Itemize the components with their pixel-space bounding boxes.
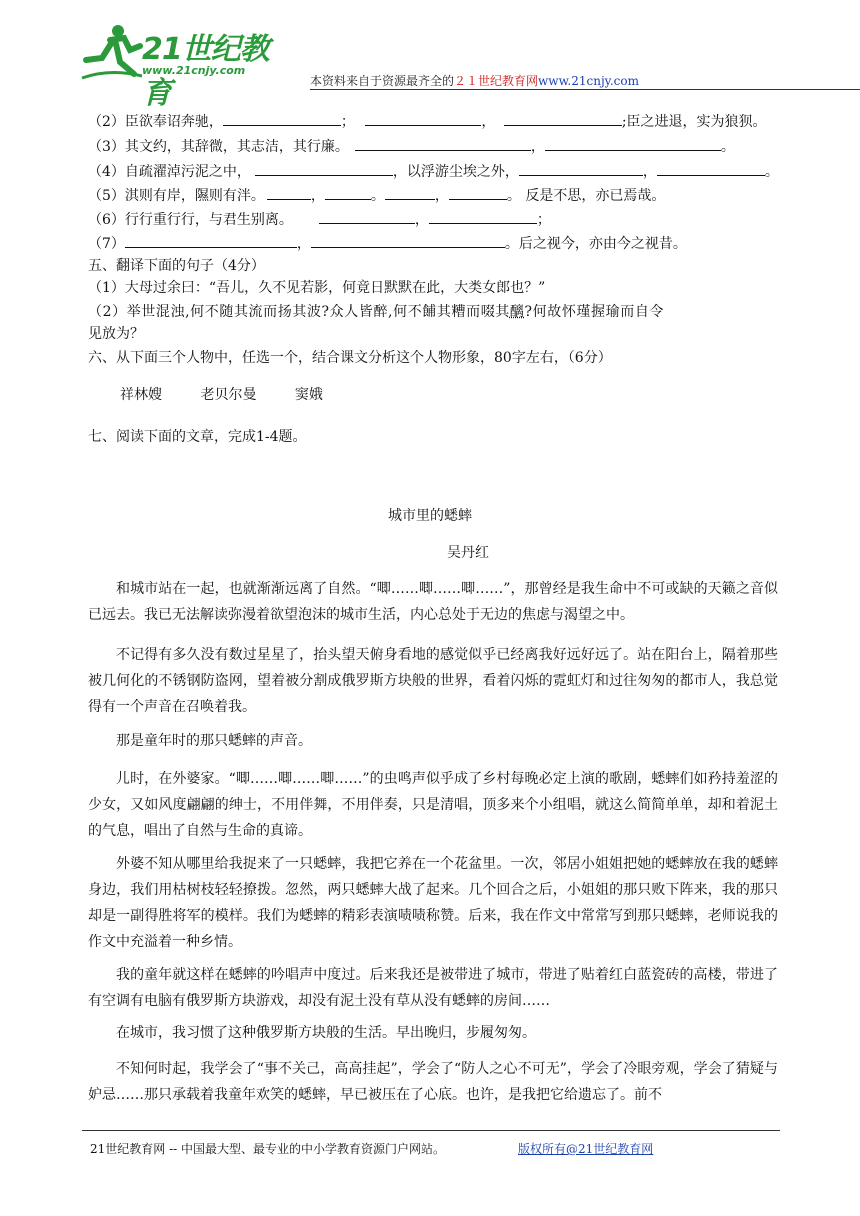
section-5-q2-cont: 见放为？	[88, 326, 144, 342]
fill-line-5-text-e: 。 反是不思，亦已焉哉。	[506, 188, 666, 204]
brand-url: www.21cnjy.com	[142, 64, 246, 77]
fill-line-2	[88, 111, 767, 131]
article-paragraph: 在城市，我习惯了这种俄罗斯方块般的生活。早出晚归，步履匆匆。	[116, 1025, 536, 1041]
article-paragraph: 那是童年时的那只蟋蟀的声音。	[116, 733, 312, 749]
fill-line-6-text-c: ；	[536, 212, 551, 228]
fill-line-7-text-c: 。后之视今，亦由今之视昔。	[504, 236, 687, 252]
section-5-q2	[88, 303, 664, 321]
article-paragraph: 儿时，在外婆家。“唧……唧……唧……”的虫鸣声似乎成了乡村每晚必定上演的歌剧，蟋蟀们如矜持羞涩的少女，又如风度翩翩的绅士，不用伴舞，不用伴奏，只是清唱，顶多来个小组唱，就这么简简单单，却和着泥土的气息，唱出了自然与生命的真谛。	[88, 771, 778, 839]
footer-text: 21世纪教育网 -- 中国最大型、最专业的中小学教育资源门户网站。	[90, 1142, 446, 1156]
fill-line-2-text-d: ;臣之进退，实为狼狈。	[621, 114, 767, 130]
header-note-red: ２１世纪教育网	[454, 74, 539, 88]
fill-line-5-text-d: ，	[434, 188, 449, 204]
fill-line-6-text-a: （6）行行重行行，与君生别离。	[88, 212, 293, 228]
answer-blank[interactable]	[125, 233, 297, 248]
runner-logo-icon	[80, 22, 144, 82]
answer-blank[interactable]	[255, 161, 393, 176]
answer-blank[interactable]	[325, 185, 371, 200]
section-5-q2-part1: （2）举世混浊,何不随其流而扬其波?众人皆醉,何不餔其糟而啜其	[88, 304, 510, 320]
article-paragraph: 和城市站在一起，也就渐渐远离了自然。“唧……唧……唧……”，那曾经是我生命中不可或缺的天籁之音似已远去。我已无法解读弥漫着欲望泡沫的城市生活，内心总处于无边的焦虑与渴望之中。	[88, 581, 778, 623]
section-7-title: 七、阅读下面的文章，完成1-4题。	[88, 429, 307, 445]
article-title: 城市里的蟋蟀	[388, 508, 472, 524]
section-5-q2-part2: ?何故怀瑾握瑜而自令	[524, 304, 665, 320]
section-5-q2-dotted-char: 醨	[509, 304, 525, 320]
character-option: 老贝尔曼	[200, 387, 257, 403]
fill-line-7-text-b: ，	[296, 236, 311, 252]
character-options	[120, 384, 357, 404]
fill-line-4-text-d: 。	[764, 164, 779, 180]
brand-name: 21世纪教育	[142, 32, 269, 111]
article-paragraph: 外婆不知从哪里给我捉来了一只蟋蟀，我把它养在一个花盆里。一次，邻居小姐姐把她的蟋蟀放在我的蟋蟀身边，我们用枯树枝轻轻撩拨。忽然，两只蟋蟀大战了起来。几个回合之后，小姐姐的那只败下阵来，我的那只却是一副得胜将军的模样。我们为蟋蟀的精彩表演啧啧称赞。后来，我在作文中常常写到那只蟋蟀，老师说我的作文中充溢着一种乡情。	[88, 856, 778, 950]
answer-blank[interactable]	[519, 161, 643, 176]
character-option: 窦娥	[294, 387, 323, 403]
answer-blank[interactable]	[449, 185, 507, 200]
fill-line-7-text-a: （7）	[88, 236, 125, 252]
fill-line-4	[88, 161, 779, 181]
fill-line-2-text-b: ；	[340, 114, 355, 130]
header-note-link[interactable]: www.21cnjy.com	[538, 74, 639, 88]
fill-line-5	[88, 185, 665, 205]
fill-line-6	[88, 209, 551, 229]
fill-line-5-text-a: （5）淇则有岸，隰则有泮。	[88, 188, 265, 204]
article-paragraph: 不知何时起，我学会了“事不关己，高高挂起”，学会了“防人之心不可无”，学会了冷眼旁观，学会了猜疑与妒忌……那只承载着我童年欢笑的蟋蟀，早已被压在了心底。也许，是我把它给遗忘了。前不	[88, 1061, 778, 1103]
footer-copyright-link[interactable]: 版权所有@21世纪教育网	[518, 1142, 654, 1156]
fill-line-2-text-a: （2）臣欲奉诏奔驰，	[88, 114, 223, 130]
page-footer	[90, 1140, 654, 1157]
section-5-q1: （1）大母过余曰：“吾儿，久不见若影，何竟日默默在此，大类女郎也？”	[88, 280, 546, 296]
site-logo	[80, 18, 280, 111]
header-note	[310, 72, 639, 89]
fill-line-4-text-a: （4）自疏濯淖污泥之中，	[88, 164, 251, 180]
answer-blank[interactable]	[365, 111, 481, 126]
fill-line-4-text-c: ，	[642, 164, 657, 180]
footer-divider	[82, 1130, 780, 1131]
article-paragraph: 我的童年就这样在蟋蟀的吟唱声中度过。后来我还是被带进了城市，带进了贴着红白蓝瓷砖的高楼，带进了有空调有电脑有俄罗斯方块游戏，却没有泥土没有草从没有蟋蟀的房间……	[88, 967, 778, 1009]
fill-line-3-text-b: ，	[530, 139, 545, 155]
article-paragraph: 不记得有多久没有数过星星了，抬头望天俯身看地的感觉似乎已经离我好远好远了。站在阳台上，隔着那些被几何化的不锈钢防盗网，望着被分割成俄罗斯方块般的世界，看着闪烁的霓虹灯和过往匆匆的都市人，我总觉得有一个声音在召唤着我。	[88, 647, 778, 715]
fill-line-6-text-b: ，	[414, 212, 429, 228]
header-note-prefix: 本资料来自于资源最齐全的	[310, 74, 455, 88]
answer-blank[interactable]	[311, 233, 505, 248]
character-option: 祥林嫂	[120, 387, 162, 403]
answer-blank[interactable]	[267, 185, 311, 200]
fill-line-3-text-a: （3）其文约，其辞微，其志洁，其行廉。	[88, 139, 349, 155]
section-6-title: 六、从下面三个人物中，任选一个，结合课文分析这个人物形象，80字左右，（6分）	[88, 350, 612, 366]
fill-line-4-text-b: ，以浮游尘埃之外，	[392, 164, 519, 180]
header-divider	[310, 89, 860, 90]
answer-blank[interactable]	[504, 111, 622, 126]
fill-line-2-text-c: ，	[481, 114, 496, 130]
fill-line-5-text-b: ，	[310, 188, 325, 204]
answer-blank[interactable]	[385, 185, 435, 200]
article-author: 吴丹红	[447, 545, 489, 561]
section-5-title: 五、翻译下面的句子（4分）	[88, 258, 265, 274]
fill-line-3-text-c: 。	[720, 139, 735, 155]
answer-blank[interactable]	[319, 209, 415, 224]
answer-blank[interactable]	[223, 111, 341, 126]
fill-line-7	[88, 233, 687, 253]
answer-blank[interactable]	[545, 136, 721, 151]
answer-blank[interactable]	[355, 136, 531, 151]
page-header	[80, 18, 780, 111]
answer-blank[interactable]	[657, 161, 765, 176]
fill-line-3	[88, 136, 735, 156]
fill-line-5-text-c: 。	[370, 188, 385, 204]
answer-blank[interactable]	[429, 209, 537, 224]
